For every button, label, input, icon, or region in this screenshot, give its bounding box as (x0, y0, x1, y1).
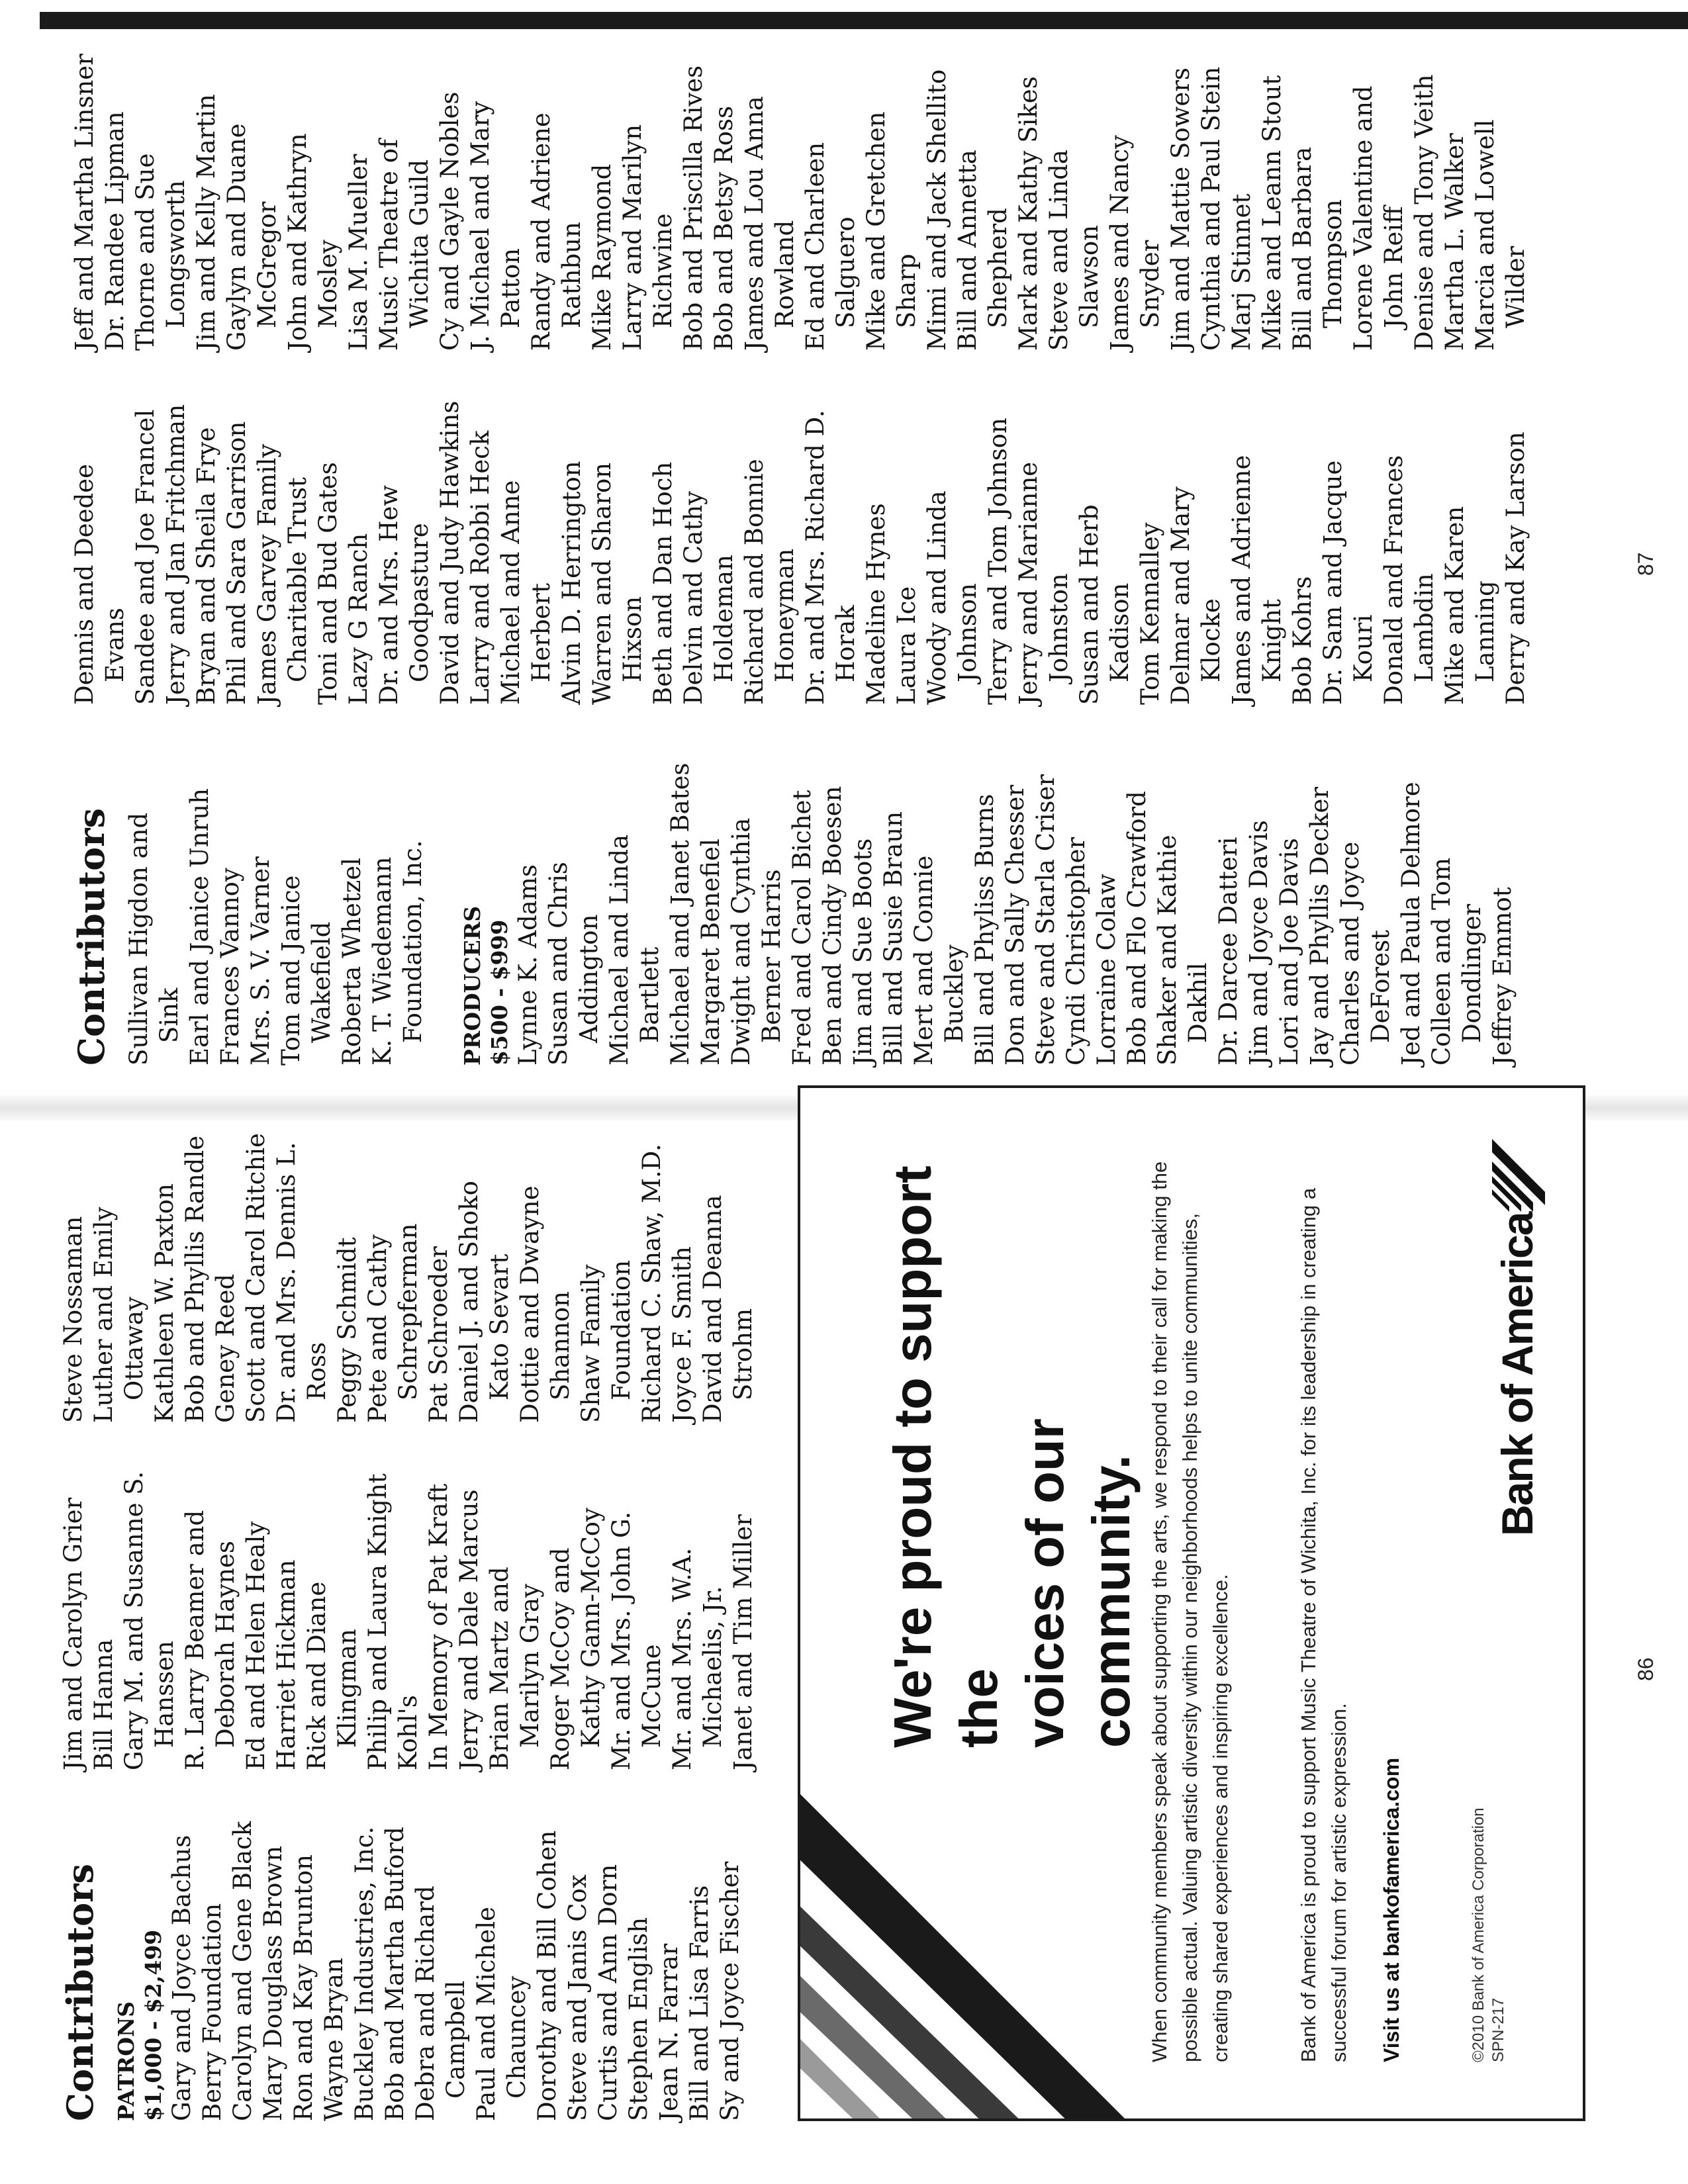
contributor-name: Joyce F. Smith (668, 1246, 696, 1423)
contributor-name: Jim and Kelly Martin (192, 94, 220, 351)
contributor-name: Johnson (953, 583, 982, 682)
contributor-name: Brian Martz and (485, 1567, 514, 1770)
contributor-name: Bill and Lisa Farris (685, 1885, 714, 2121)
contributor-name: Mimi and Jack Shellito (923, 69, 951, 351)
contributor-name: Donald and Frances (1380, 455, 1408, 705)
contributor-name: Berry Foundation (198, 1903, 226, 2121)
ad-website-link[interactable]: Visit us at bankofamerica.com (1380, 1757, 1403, 2062)
page86-column-3 (58, 1133, 759, 1423)
contributor-name: Charitable Trust (283, 477, 312, 682)
contributor-name: Wilder (1501, 246, 1530, 328)
section-heading: Contributors (70, 808, 113, 1066)
contributor-list (124, 763, 428, 1066)
contributor-name: Bill and Phyliss Burns (970, 794, 999, 1066)
contributor-name: Madeline Hynes (862, 503, 890, 705)
contributor-name: Richwine (649, 213, 677, 328)
contributor-name: Bryan and Sheila Frye (192, 427, 220, 705)
contributor-name: Martha L. Walker (1440, 133, 1469, 351)
contributor-name: Jean N. Farrar (655, 1943, 683, 2121)
spacer (428, 763, 459, 1066)
contributor-name: Jim and Mattie Sowers (1166, 68, 1195, 351)
contributor-name: Delvin and Cathy (679, 490, 708, 705)
contributor-name: Strohm (729, 1308, 757, 1400)
page-number: 86 (1634, 1657, 1658, 1681)
contributor-name: Slawson (1075, 224, 1103, 328)
contributor-list (70, 54, 1531, 351)
contributor-name: Mike Raymond (588, 163, 616, 351)
contributor-name: Horak (831, 605, 860, 682)
contributor-name: Bob and Flo Crawford (1123, 791, 1151, 1066)
contributor-name: Harriet Hickman (272, 1559, 301, 1770)
contributor-name: Delmar and Mary (1166, 486, 1195, 705)
contributor-name: Dr. Sam and Jacque (1319, 460, 1347, 705)
contributor-name: Lorraine Colaw (1092, 874, 1121, 1066)
contributor-name: Larry and Marilyn (618, 124, 647, 351)
contributor-name: Holdeman (710, 555, 738, 682)
ad-body-paragraph-1: When community members speak about supporting the arts, we respond to their call for making the possible actual. Valuing artistic diversity within our neighborhoods helps to unite communities, creating shared experiences and inspiring excellence. (1148, 1161, 1232, 2062)
contributor-name: Goodpasture (405, 523, 434, 682)
contributor-name: Evans (101, 608, 129, 682)
bank-of-america-ad (798, 1085, 1585, 2121)
contributor-list (70, 401, 1531, 705)
contributor-name: Ottaway (120, 1297, 148, 1400)
contributor-list (513, 763, 1518, 1066)
contributor-name: Johnston (1045, 573, 1073, 682)
contributor-name: Jim and Sue Boots (849, 838, 877, 1066)
contributor-name: Shaw Family (577, 1264, 605, 1423)
contributor-name: Jerry and Jan Fritchman (162, 404, 190, 705)
ad-copyright: ©2010 Bank of America Corporation (1470, 1807, 1487, 2062)
contributor-name: Bill and Barbara (1288, 146, 1317, 351)
page86-column-2 (58, 1471, 759, 1770)
ad-headline (880, 1113, 1145, 1748)
contributor-list (58, 1133, 759, 1423)
contributor-name: Lorene Valentine and (1349, 85, 1378, 351)
contributor-name: Salguero (831, 216, 860, 328)
contributor-name: Deborah Haynes (211, 1541, 240, 1748)
contributor-name: David and Judy Hawkins (436, 400, 464, 705)
contributor-name: Colleen and Tom (1427, 857, 1456, 1066)
contributor-name: Jed and Paula Delmore (1397, 782, 1425, 1066)
contributor-name: Lanning (1471, 580, 1499, 682)
contributor-name: James Garvey Family (253, 443, 281, 705)
contributor-name: Schrepferman (394, 1223, 422, 1400)
contributor-name: Honeyman (771, 548, 799, 682)
contributor-name: Richard C. Shaw, M.D. (637, 1144, 666, 1423)
contributor-name: McCune (637, 1644, 666, 1748)
contributor-name: Derry and Kay Larson (1501, 432, 1530, 705)
contributor-name: James and Lou Anna (740, 96, 769, 351)
contributor-name: Daniel J. and Shoko (455, 1181, 483, 1423)
contributor-name: Lambdin (1410, 573, 1438, 682)
contributor-name: Kathy Gann-McCoy (577, 1508, 605, 1748)
contributor-name: Dwight and Cynthia (727, 817, 755, 1066)
contributor-name: Stephen English (624, 1917, 653, 2121)
contributor-name: Peggy Schmidt (333, 1237, 361, 1423)
contributor-name: Roger McCoy and (546, 1547, 575, 1770)
contributor-name: Sandee and Joe Francel (131, 409, 160, 705)
contributor-name: Sink (155, 987, 183, 1043)
contributor-name: Fred and Carol Bichet (788, 790, 816, 1066)
contributor-name: Mike and Karen (1440, 506, 1469, 705)
contributor-name: Music Theatre of (375, 139, 403, 351)
contributor-name: Rick and Diane (303, 1581, 331, 1770)
contributor-name: Janet and Tim Miller (729, 1514, 757, 1770)
contributor-name: Geney Reed (211, 1273, 240, 1423)
contributor-name: John Reiff (1380, 206, 1408, 328)
contributor-name: Bartlett (635, 946, 664, 1043)
contributor-name: Tom Kennalley (1136, 522, 1164, 705)
contributor-name: Thorne and Sue (131, 153, 160, 351)
logo-wordmark: Bank of America (1493, 1212, 1542, 1536)
contributor-name: John and Kathryn (283, 133, 312, 351)
ad-body-paragraph-2: Bank of America is proud to support Music Theatre of Wichita, Inc. for its leadership in creating a successful forum for artistic expression. (1297, 1188, 1350, 2062)
contributor-name: Ed and Helen Healy (242, 1521, 270, 1770)
contributor-name: Dorothy and Bill Cohen (533, 1830, 561, 2121)
contributor-name: Pete and Cathy (363, 1234, 392, 1423)
contributor-name: Klocke (1197, 598, 1225, 682)
contributor-name: J. Michael and Mary (466, 101, 494, 351)
contributor-name: Steve and Starla Criser (1031, 774, 1060, 1066)
contributor-name: Gaylyn and Duane (222, 123, 251, 351)
contributor-name: Lazy G Ranch (344, 533, 373, 705)
contributor-name: Kathleen W. Paxton (150, 1183, 179, 1423)
contributor-name: Foundation (607, 1259, 635, 1400)
contributor-name: Rathbun (557, 222, 586, 328)
contributor-name: Wichita Guild (405, 159, 434, 328)
contributor-name: Alvin D. Herrington (557, 461, 586, 705)
contributor-name: Snyder (1136, 240, 1164, 328)
contributor-name: Dr. Randee Lipman (101, 111, 129, 351)
contributor-name: Tom and Janice (277, 875, 305, 1066)
contributor-name: Dottie and Dwayne (516, 1185, 544, 1423)
contributor-name: Mr. and Mrs. W.A. (668, 1547, 696, 1770)
contributor-name: Shannon (546, 1291, 575, 1400)
contributor-name: Ron and Kay Brunton (289, 1854, 318, 2121)
category-label-producers: PRODUCERS (459, 905, 485, 1066)
contributor-name: Buckley (940, 944, 968, 1043)
contributor-name: Phil and Sara Garrison (222, 421, 251, 705)
contributor-name: Jeffrey Emmot (1488, 887, 1517, 1066)
contributor-name: R. Larry Beamer and (181, 1510, 209, 1770)
contributor-name: Curtis and Ann Dorn (594, 1864, 622, 2121)
contributor-name: Lisa M. Mueller (344, 154, 373, 351)
contributor-name: Scott and Carol Ritchie (242, 1133, 270, 1423)
contributor-name: Bill and Annetta (953, 150, 982, 351)
contributor-name: Lori and Joe Davis (1275, 838, 1303, 1066)
page-number: 87 (1634, 552, 1658, 576)
contributor-name: Ben and Cindy Boesen (818, 786, 847, 1066)
section-heading: Contributors (59, 1864, 101, 2121)
contributor-name: Shepherd (984, 208, 1012, 328)
contributor-name: Klingman (333, 1629, 361, 1748)
contributor-name: Patton (496, 248, 525, 328)
contributor-name: Mr. and Mrs. John G. (607, 1512, 635, 1770)
contributor-name: Shaker and Kathie (1153, 835, 1182, 1066)
contributor-name: Michael and Linda (605, 834, 633, 1066)
contributor-name: Laura Ice (892, 586, 921, 705)
contributor-name: Debra and Richard (411, 1886, 440, 2121)
contributor-name: Frances Vannoy (216, 868, 244, 1066)
contributor-name: Kohl's (394, 1695, 422, 1770)
contributor-name: Sy and Joyce Fischer (716, 1861, 744, 2121)
contributor-name: Michaelis, Jr. (698, 1586, 727, 1748)
contributor-name: Knight (1258, 599, 1286, 682)
ad-headline-line-2: voices of our community. (1015, 1418, 1141, 1748)
contributor-name: Bill Hanna (89, 1639, 118, 1770)
contributor-name: Pat Schroeder (424, 1246, 453, 1423)
page-86 (0, 1099, 1688, 2184)
contributor-name: Susan and Herb (1075, 504, 1103, 705)
contributor-name: Chauncey (502, 1976, 531, 2099)
page87-column-2 (70, 401, 1531, 705)
contributor-name: Gary and Joyce Bachus (167, 1835, 196, 2121)
contributor-name: Thompson (1319, 199, 1347, 328)
contributor-name: Kato Sevart (485, 1253, 514, 1400)
contributor-name: Sharp (892, 253, 921, 328)
bank-of-america-logo (1492, 1139, 1552, 1536)
page-87 (0, 0, 1688, 1066)
contributor-name: McGregor (253, 201, 281, 328)
contributor-name: Mrs. S. V. Varner (246, 856, 275, 1066)
contributor-name: Hanssen (150, 1641, 179, 1748)
contributor-list (167, 1821, 745, 2121)
contributor-name: Don and Sally Chesser (1001, 784, 1029, 1066)
ad-stripes-graphic (798, 1761, 1138, 2121)
ad-fine-print (1469, 1807, 1509, 2062)
contributor-name: Richard and Bonnie (740, 459, 769, 705)
contributor-name: Beth and Dan Hoch (649, 461, 677, 705)
contributor-name: Woody and Linda (923, 490, 951, 705)
ad-code: SPN-217 (1489, 1997, 1507, 2062)
contributor-name: DeForest (1366, 930, 1395, 1043)
contributor-name: Hixson (618, 596, 647, 682)
contributor-name: Ross (303, 1342, 331, 1400)
contributor-name: Herbert (527, 583, 555, 682)
contributor-name: Dr. and Mrs. Hew (375, 484, 403, 705)
contributor-name: Jerry and Dale Marcus (455, 1489, 483, 1770)
category-label-patrons: PATRONS (113, 2001, 139, 2121)
contributor-name: Addington (575, 914, 603, 1043)
contributor-name: Dr. Darcee Datteri (1214, 837, 1243, 1066)
category-range: $1,000 - $2,499 (140, 1929, 166, 2121)
contributor-name: K. T. Wiedemann (368, 856, 397, 1066)
contributor-name: Gary M. and Susanne S. (120, 1471, 148, 1770)
contributor-name: Jerry and Marianne (1014, 461, 1043, 705)
contributor-name: Paul and Michele (472, 1907, 500, 2121)
contributor-name: Mary Douglass Brown (259, 1845, 287, 2121)
contributor-name: Dondlinger (1458, 903, 1486, 1043)
contributor-name: Steve and Janis Cox (563, 1874, 592, 2121)
contributor-name: Charles and Joyce (1336, 841, 1364, 1066)
contributor-name: Rowland (771, 220, 799, 328)
contributor-name: Bob and Priscilla Rives (679, 65, 708, 351)
contributor-name: Marj Stinnet (1227, 193, 1256, 351)
contributor-name: Mark and Kathy Sikes (1014, 76, 1043, 351)
contributor-name: Sullivan Higdon and (124, 812, 153, 1066)
contributor-name: Randy and Adriene (527, 113, 555, 351)
contributor-name: Larry and Robbi Heck (466, 430, 494, 705)
contributor-name: Luther and Emily (89, 1206, 118, 1423)
contributor-name: Roberta Whetzel (338, 858, 366, 1066)
contributor-name: Mike and Leann Stout (1258, 75, 1286, 351)
contributor-name: Cy and Gayle Nobles (436, 91, 464, 351)
contributor-name: Denise and Tony Veith (1410, 74, 1438, 351)
contributor-name: Steve Nossaman (59, 1216, 87, 1423)
contributor-name: Marilyn Gray (516, 1584, 544, 1748)
contributor-name: Carolyn and Gene Black (228, 1821, 257, 2121)
contributor-name: Toni and Bud Gates (314, 462, 342, 705)
contributor-name: Warren and Sharon (588, 462, 616, 705)
contributor-name: Dakhil (1184, 962, 1212, 1043)
contributor-name: Kouri (1349, 614, 1378, 682)
contributor-name: Lynne K. Adams (514, 864, 542, 1066)
contributor-name: Jeff and Martha Linsner (70, 54, 99, 351)
contributor-name: Earl and Janice Unruh (185, 788, 214, 1066)
contributor-name: Dr. and Mrs. Richard D. (801, 410, 829, 705)
contributor-name: In Memory of Pat Kraft (424, 1483, 453, 1770)
contributor-name: Buckley Industries, Inc. (350, 1826, 379, 2121)
contributor-name: Bill and Susie Braun (879, 811, 908, 1066)
page87-column-3 (70, 54, 1531, 351)
contributor-name: Mosley (314, 240, 342, 328)
contributor-name: James and Adrienne (1227, 455, 1256, 705)
contributor-name: Bob and Martha Buford (381, 1827, 409, 2121)
contributor-name: Margaret Benefiel (696, 839, 725, 1066)
flag-logo-icon (1492, 1139, 1545, 1212)
contributor-name: Jim and Carolyn Grier (59, 1497, 87, 1770)
contributor-name: Ed and Charleen (801, 142, 829, 351)
contributor-name: Kadison (1105, 582, 1134, 682)
contributor-name: Marcia and Lowell (1471, 119, 1499, 351)
contributor-name: Mert and Connie (910, 855, 938, 1066)
contributor-name: Cynthia and Paul Stein (1197, 66, 1225, 351)
contributor-name: Terry and Tom Johnson (984, 418, 1012, 705)
contributor-name: Susan and Chris (544, 862, 573, 1066)
contributor-name: Longsworth (162, 180, 190, 328)
contributor-name: Wakefield (307, 921, 336, 1043)
contributor-name: Bob and Betsy Ross (710, 106, 738, 351)
contributor-name: Dr. and Mrs. Dennis L. (272, 1142, 301, 1423)
contributor-name: Foundation, Inc. (399, 840, 427, 1043)
contributor-name: Michael and Anne (496, 480, 525, 705)
contributor-name: Dennis and Deedee (70, 463, 99, 705)
contributor-name: James and Nancy (1105, 135, 1134, 351)
contributor-name: Jim and Joyce Davis (1244, 820, 1273, 1066)
category-range: $500 - $999 (487, 919, 512, 1066)
contributor-name: Bob Kohrs (1288, 576, 1317, 705)
contributor-name: Cyndi Christopher (1062, 837, 1090, 1066)
contributor-name: Berner Harris (757, 869, 786, 1043)
page86-column-1 (58, 1821, 745, 2121)
contributor-name: Campbell (442, 1980, 470, 2099)
contributor-name: Michael and Janet Bates (666, 762, 694, 1066)
page87-column-1 (70, 763, 1518, 1066)
contributor-name: Jay and Phyllis Decker (1305, 786, 1334, 1066)
contributor-name: Philip and Laura Knight (363, 1473, 392, 1770)
contributor-name: David and Deanna (698, 1195, 727, 1423)
contributor-list (58, 1471, 759, 1770)
contributor-name: Wayne Bryan (320, 1958, 348, 2121)
contributor-name: Steve and Linda (1045, 150, 1073, 351)
contributor-name: Mike and Gretchen (862, 111, 890, 351)
ad-headline-line-1: We're proud to support the (883, 1165, 1008, 1748)
contributor-name: Bob and Phyllis Randle (181, 1135, 209, 1423)
